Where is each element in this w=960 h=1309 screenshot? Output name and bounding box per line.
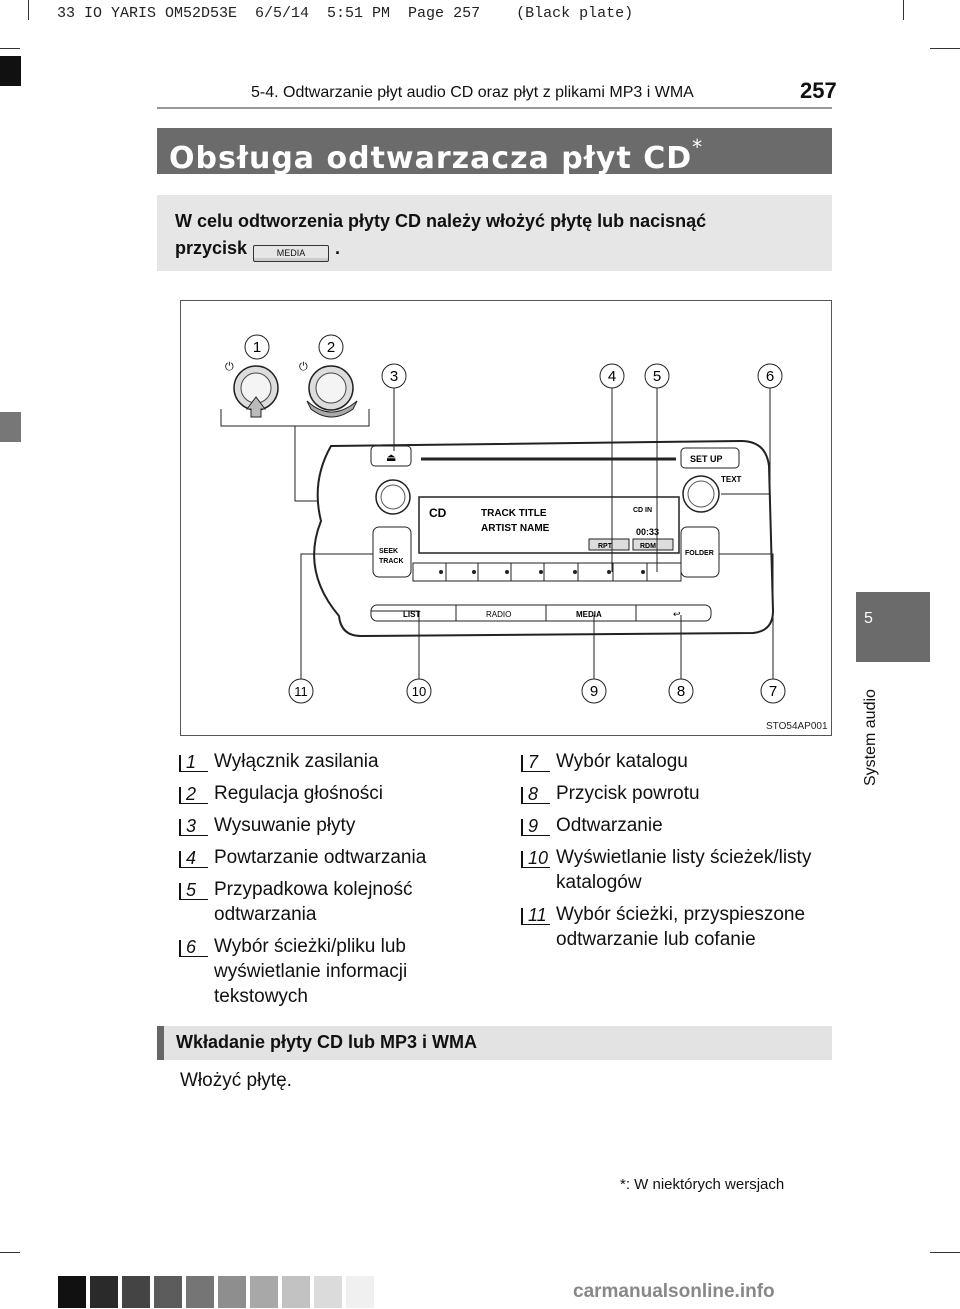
crop-mark	[28, 0, 29, 20]
legend-item: 11 Wybór ścieżki, przyspieszone odtwarzanie lub cofanie	[522, 902, 837, 952]
svg-text:⏻: ⏻	[225, 361, 234, 373]
legend-number: 10	[522, 847, 550, 868]
legend-item: 8 Przycisk powrotu	[522, 781, 837, 806]
legend-item: 5 Przypadkowa kolejność odtwarzania	[180, 877, 430, 927]
legend-number: 9	[522, 815, 550, 836]
color-calibration-bar	[58, 1276, 378, 1308]
title-bar	[157, 128, 832, 174]
svg-text:7: 7	[768, 683, 778, 700]
legend-number: 3	[180, 815, 208, 836]
svg-text:1: 1	[252, 339, 262, 356]
intro-box	[157, 195, 832, 271]
media-key-icon: MEDIA	[253, 245, 329, 262]
svg-text:6: 6	[765, 368, 775, 385]
crop-mark	[0, 48, 20, 49]
svg-text:ARTIST NAME: ARTIST NAME	[481, 523, 550, 534]
chapter-tab	[856, 592, 930, 662]
svg-text:9: 9	[589, 683, 599, 700]
page-number: 257	[800, 78, 837, 103]
legend-number: 7	[522, 751, 550, 772]
section-bar	[157, 1026, 832, 1060]
body-text: Włożyć płytę.	[180, 1070, 292, 1091]
registration-block	[0, 412, 21, 442]
svg-text:TRACK TITLE: TRACK TITLE	[481, 508, 547, 519]
svg-text:RDM: RDM	[640, 543, 656, 550]
audio-unit-figure	[180, 300, 832, 736]
legend-number: 6	[180, 936, 208, 957]
svg-text:⏏: ⏏	[386, 452, 397, 464]
running-head: 5-4. Odtwarzanie płyt audio CD oraz płyt z plikami MP3 i WMA	[251, 84, 694, 101]
legend-right	[522, 749, 837, 959]
svg-text:11: 11	[294, 684, 308, 699]
legend-item: 7 Wybór katalogu	[522, 749, 837, 774]
section-title: Wkładanie płyty CD lub MP3 i WMA	[176, 1032, 478, 1052]
header-rule	[157, 107, 832, 109]
crop-mark	[0, 1252, 20, 1253]
svg-text:CD IN: CD IN	[633, 507, 653, 514]
legend-item: 4 Powtarzanie odtwarzania	[180, 845, 480, 870]
registration-block	[0, 56, 21, 86]
svg-text:RPT: RPT	[598, 543, 612, 550]
legend-item: 3 Wysuwanie płyty	[180, 813, 480, 838]
legend-number: 8	[522, 783, 550, 804]
chapter-label: System audio	[862, 689, 879, 786]
legend-item: 9 Odtwarzanie	[522, 813, 837, 838]
svg-text:00:33: 00:33	[636, 527, 660, 537]
figure-code: STO54AP001	[766, 721, 828, 732]
watermark: carmanualsonline.info	[573, 1281, 775, 1302]
legend-number: 2	[180, 783, 208, 804]
svg-text:SEEK: SEEK	[379, 548, 399, 555]
legend-number: 1	[180, 751, 208, 772]
svg-text:LIST: LIST	[403, 610, 421, 619]
legend-left	[180, 749, 480, 1016]
head-unit	[314, 441, 773, 636]
svg-text:4: 4	[607, 368, 617, 385]
legend-item: 10 Wyświetlanie listy ścieżek/listy katalogów	[522, 845, 837, 895]
intro-line2-prefix: przycisk	[175, 238, 248, 258]
crop-mark	[930, 48, 960, 49]
legend-item: 2 Regulacja głośności	[180, 781, 480, 806]
plate-header: 33 IO YARIS OM52D53E 6/5/14 5:51 PM Page 257 (Black plate)	[57, 5, 634, 22]
legend-item: 6 Wybór ścieżki/pliku lub wyświetlanie informacji tekstowych	[180, 934, 430, 1009]
legend-number: 11	[522, 904, 550, 925]
intro-text	[175, 208, 815, 262]
intro-line1: W celu odtworzenia płyty CD należy włożyć płytę lub nacisnąć	[175, 211, 707, 231]
legend-item: 1 Wyłącznik zasilania	[180, 749, 480, 774]
svg-text:SET UP: SET UP	[690, 454, 723, 464]
svg-text:2: 2	[326, 339, 336, 356]
svg-text:5: 5	[652, 368, 662, 385]
svg-text:TEXT: TEXT	[721, 475, 742, 484]
svg-text:8: 8	[676, 683, 686, 700]
audio-unit-diagram	[181, 301, 833, 737]
intro-line2-suffix: .	[335, 238, 341, 258]
svg-text:MEDIA: MEDIA	[576, 610, 602, 619]
svg-text:3: 3	[389, 368, 399, 385]
svg-text:10: 10	[411, 684, 427, 699]
chapter-number: 5	[864, 610, 873, 627]
legend-number: 5	[180, 879, 208, 900]
title-footnote-mark: *	[692, 135, 704, 159]
crop-mark	[930, 1252, 960, 1253]
legend-number: 4	[180, 847, 208, 868]
svg-text:RADIO: RADIO	[486, 610, 512, 619]
svg-text:↩: ↩	[673, 609, 681, 619]
footnote: *: W niektórych wersjach	[620, 1176, 785, 1193]
svg-text:⏻: ⏻	[299, 361, 308, 373]
page-title: Obsługa odtwarzacza płyt CD*	[169, 135, 704, 176]
svg-text:CD: CD	[429, 506, 447, 520]
crop-mark	[903, 0, 904, 20]
svg-text:TRACK: TRACK	[379, 558, 404, 565]
svg-text:FOLDER: FOLDER	[685, 550, 714, 557]
